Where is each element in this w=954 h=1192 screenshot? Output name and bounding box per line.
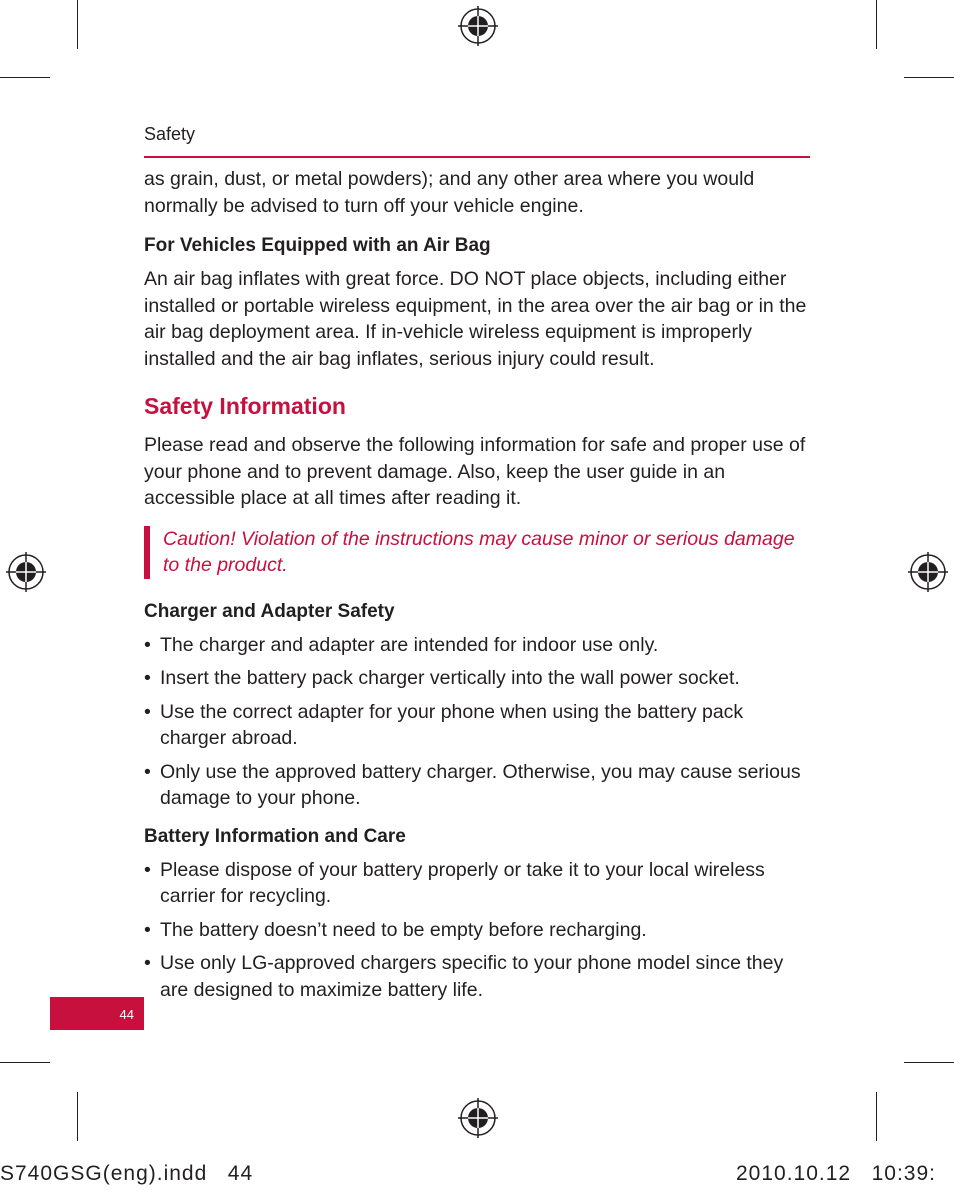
list-item: • Use only LG-approved chargers specific to your phone model since they are designed to maximize battery life.: [144, 952, 784, 1001]
list-item: • Use the correct adapter for your phone when using the battery pack charger abroad.: [144, 700, 744, 749]
bullet-icon: •: [144, 633, 151, 656]
charger-list: [144, 632, 812, 812]
caution-text: Caution! Violation of the instructions may cause minor or serious damage to the product.: [163, 527, 795, 576]
bullet-icon: •: [144, 858, 151, 881]
battery-list: [144, 857, 812, 1004]
list-item: • Please dispose of your battery properly or take it to your local wireless carrier for recycling.: [144, 858, 765, 907]
bullet-icon: •: [144, 952, 151, 974]
registration-mark-icon: [458, 6, 498, 46]
crop-mark: [904, 1062, 954, 1063]
safety-information-paragraph: Please read and observe the following information for safe and proper use of your phone and to prevent damage. Also, keep the user guide in an accessible place at all times after reading it.: [144, 434, 806, 509]
charger-heading: Charger and Adapter Safety: [144, 600, 395, 622]
crop-mark: [0, 77, 50, 78]
airbag-paragraph: An air bag inflates with great force. DO NOT place objects, including either installed or portable wireless equipment, in the area over the air bag or in the air bag deployment area. If in-vehicle wireless equipment is improperly installed and the air bag inflates, serious injury could result.: [144, 268, 807, 370]
crop-mark: [77, 1092, 78, 1141]
crop-mark: [77, 0, 78, 49]
airbag-heading: For Vehicles Equipped with an Air Bag: [144, 235, 491, 256]
crop-mark: [904, 77, 954, 78]
bullet-icon: •: [144, 760, 151, 783]
caution-callout: [144, 526, 812, 579]
bullet-icon: •: [144, 700, 151, 723]
registration-mark-icon: [6, 552, 46, 592]
safety-information-heading: Safety Information: [144, 393, 346, 419]
header-rule: [144, 156, 810, 158]
slug-filename: S740GSG(eng).indd 44: [0, 1162, 254, 1185]
crop-mark: [0, 1062, 50, 1063]
list-item: • Only use the approved battery charger. Otherwise, you may cause serious damage to your phone.: [144, 760, 801, 809]
list-item: • The charger and adapter are intended for indoor use only.: [144, 632, 812, 659]
battery-heading: Battery Information and Care: [144, 825, 406, 847]
crop-mark: [876, 1092, 877, 1141]
page-number-tab: [50, 997, 144, 1030]
intro-paragraph: as grain, dust, or metal powders); and any other area where you would normally be advised to turn off your vehicle engine.: [144, 168, 755, 217]
slug-timestamp: 2010.10.12 10:39:: [736, 1162, 936, 1185]
crop-mark: [876, 0, 877, 49]
registration-mark-icon: [908, 552, 948, 592]
bullet-icon: •: [144, 667, 151, 689]
registration-mark-icon: [458, 1098, 498, 1138]
bullet-icon: •: [144, 918, 151, 941]
page-number: 44: [119, 1007, 134, 1022]
list-item: • The battery doesn’t need to be empty before recharging.: [144, 917, 812, 944]
page-content: [144, 166, 812, 1003]
running-head: Safety: [144, 124, 196, 144]
list-item: • Insert the battery pack charger vertically into the wall power socket.: [144, 665, 812, 692]
